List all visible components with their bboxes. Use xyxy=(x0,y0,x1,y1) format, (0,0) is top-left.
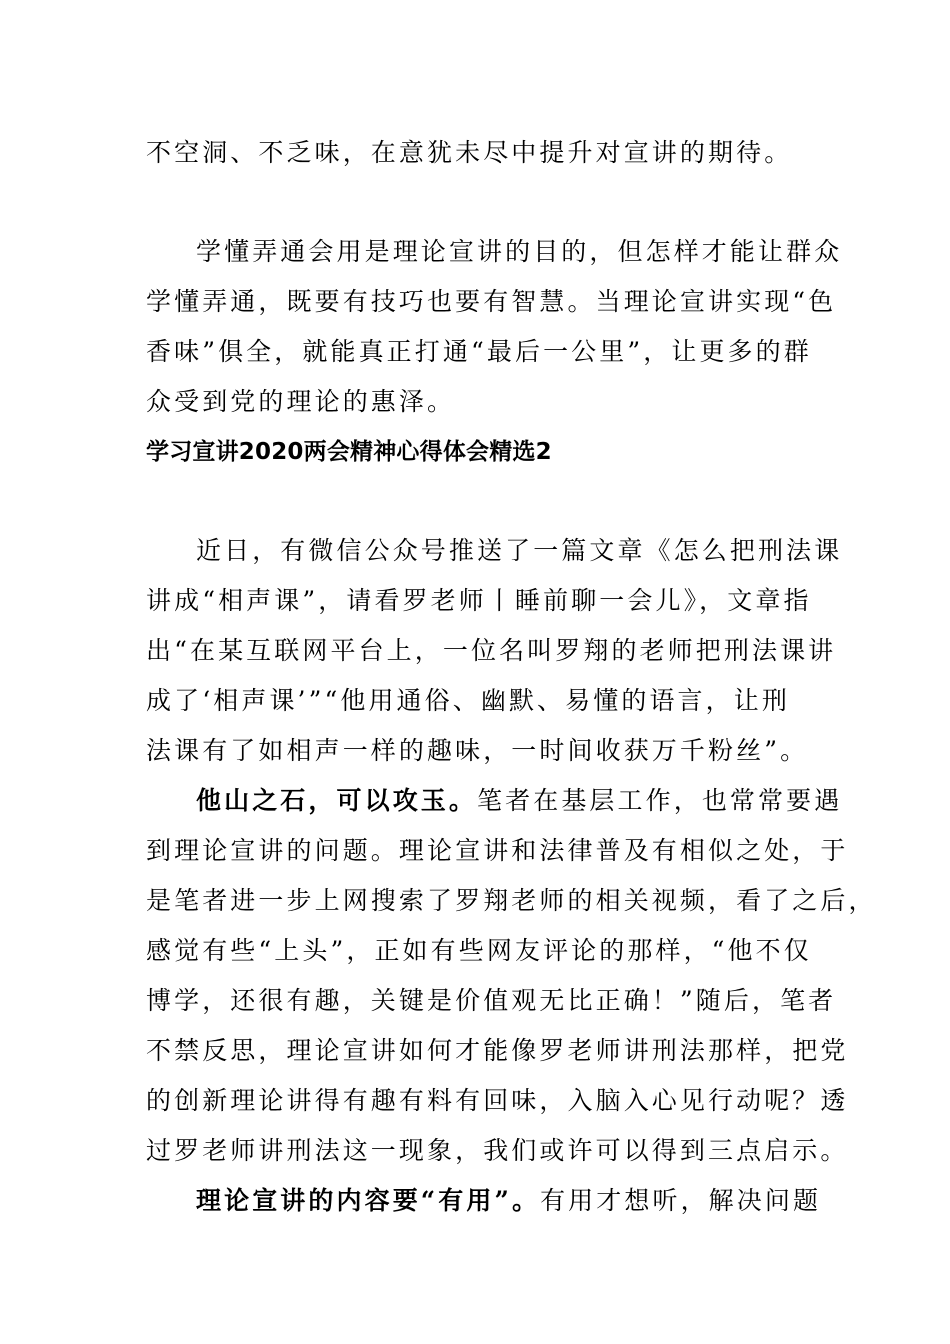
paragraph-5-line-1 xyxy=(196,1185,821,1217)
paragraph-2-line-3: 香味”俱全，就能真正打通“最后一公里”，让更多的群 xyxy=(146,337,812,366)
paragraph-4-line-3: 是笔者进一步上网搜索了罗翔老师的相关视频，看了之后， xyxy=(146,886,877,915)
paragraph-3-line-4: 成了‘相声课’”“他用通俗、幽默、易懂的语言，让刑 xyxy=(146,686,790,715)
paragraph-4-line-1-rest: 笔者在基层工作，也常常要遇 xyxy=(477,786,843,815)
paragraph-4-line-8: 过罗老师讲刑法这一现象，我们或许可以得到三点启示。 xyxy=(146,1136,849,1165)
paragraph-2-line-4: 众受到党的理论的惠泽。 xyxy=(146,387,456,416)
paragraph-3-line-1: 近日，有微信公众号推送了一篇文章《怎么把刑法课 xyxy=(196,536,843,565)
paragraph-4-line-4: 感觉有些“上头”，正如有些网友评论的那样，“他不仅 xyxy=(146,936,812,965)
paragraph-4-line-7: 的创新理论讲得有趣有料有回味，入脑入心见行动呢？透 xyxy=(146,1086,849,1115)
paragraph-5-lead-bold: 理论宣讲的内容要“有用”。 xyxy=(196,1186,541,1215)
paragraph-1-line-1: 不空洞、不乏味，在意犹未尽中提升对宣讲的期待。 xyxy=(146,138,793,167)
paragraph-3-line-3: 出“在某互联网平台上，一位名叫罗翔的老师把刑法课讲 xyxy=(146,636,837,665)
paragraph-4-line-5: 博学，还很有趣，关键是价值观无比正确！”随后，笔者 xyxy=(146,986,837,1015)
paragraph-4-line-2: 到理论宣讲的问题。理论宣讲和法律普及有相似之处，于 xyxy=(146,836,849,865)
paragraph-2-line-2: 学懂弄通，既要有技巧也要有智慧。当理论宣讲实现“色 xyxy=(146,287,837,316)
section-heading: 学习宣讲2020两会精神心得体会精选2 xyxy=(146,439,552,465)
paragraph-4-line-6: 不禁反思，理论宣讲如何才能像罗老师讲刑法那样，把党 xyxy=(146,1036,849,1065)
paragraph-2-line-1: 学懂弄通会用是理论宣讲的目的，但怎样才能让群众 xyxy=(196,237,843,266)
paragraph-3-line-5: 法课有了如相声一样的趣味，一时间收获万千粉丝”。 xyxy=(146,736,809,765)
paragraph-3-line-2: 讲成“相声课”，请看罗老师丨睡前聊一会儿》，文章指 xyxy=(146,586,812,615)
paragraph-4-line-1 xyxy=(196,785,842,817)
paragraph-4-lead-bold: 他山之石，可以攻玉。 xyxy=(196,786,478,815)
paragraph-5-line-1-rest: 有用才想听，解决问题 xyxy=(540,1186,822,1215)
